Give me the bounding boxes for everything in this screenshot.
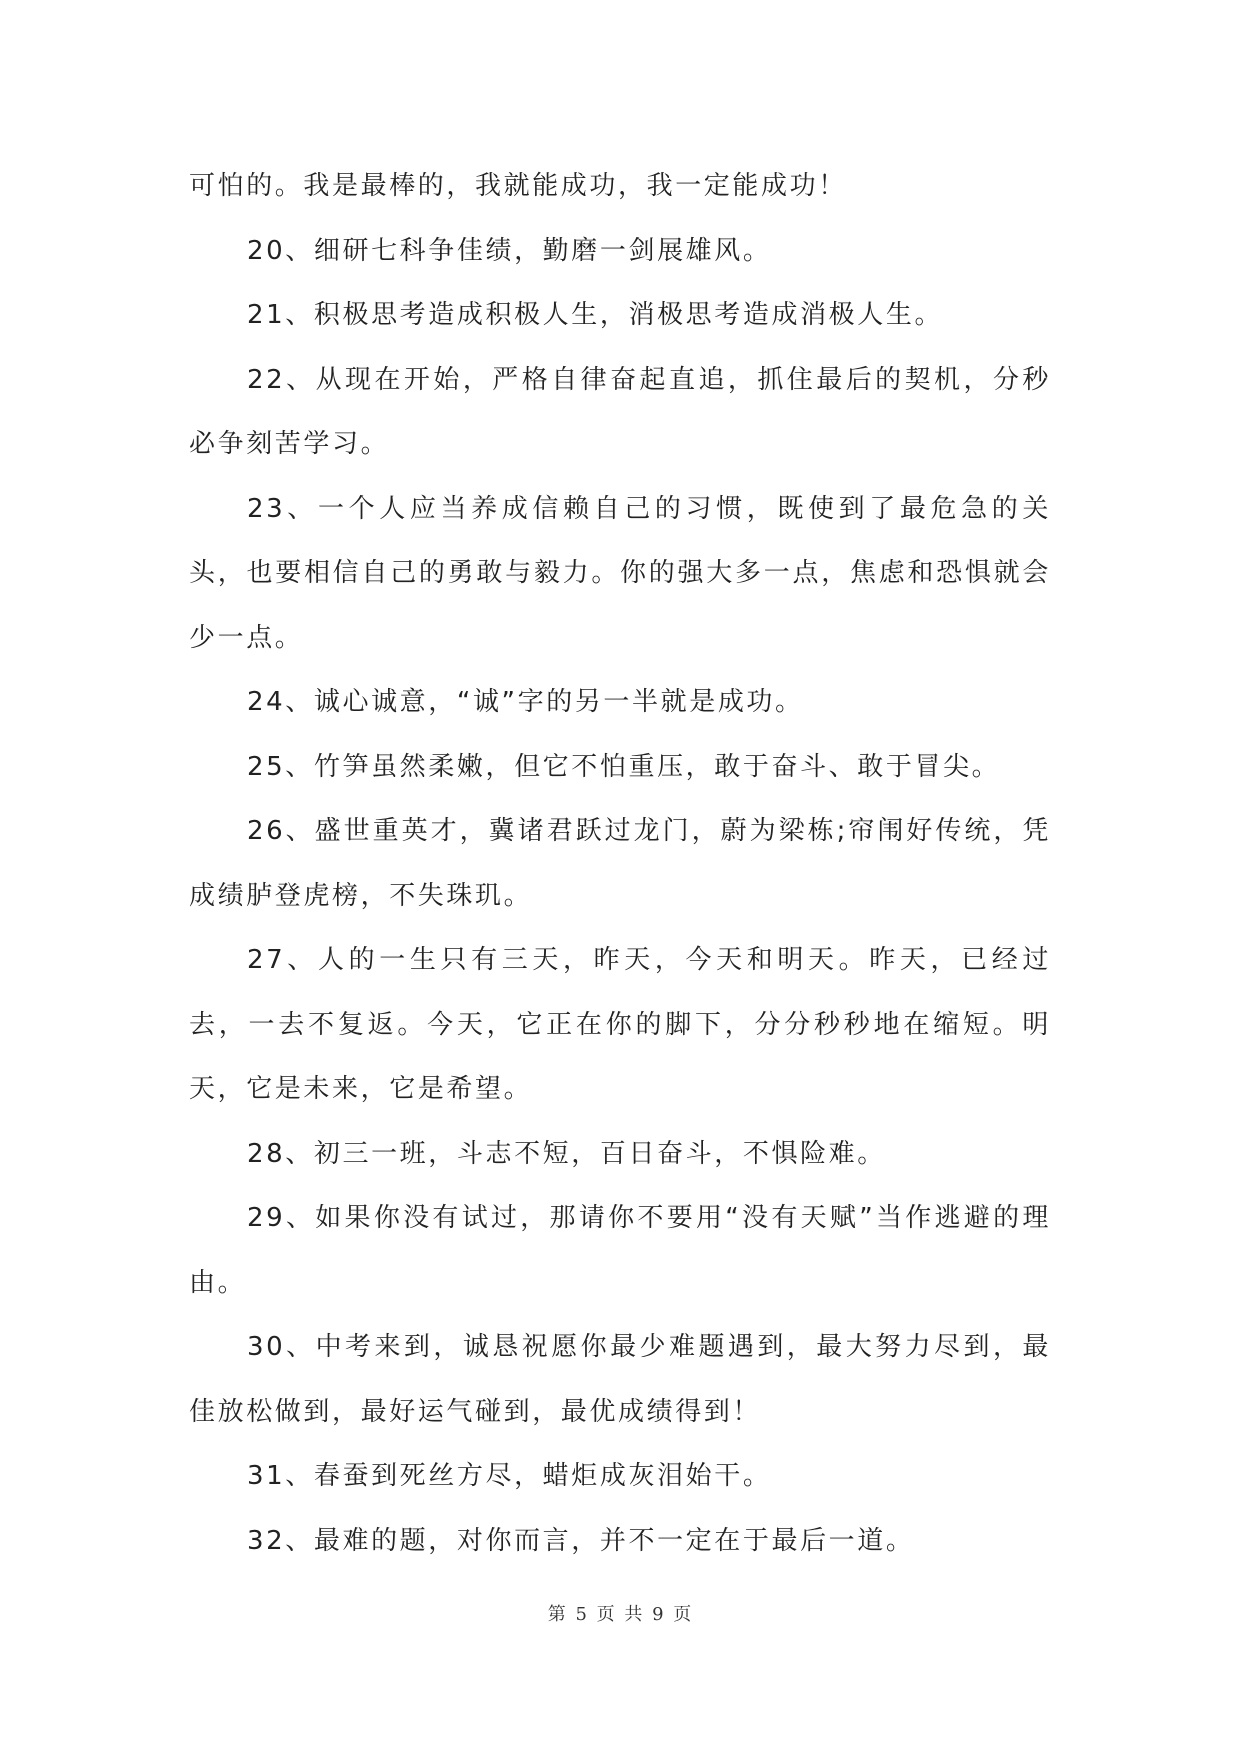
paragraph-24: 24、诚心诚意，“诚”字的另一半就是成功。 <box>247 687 804 717</box>
paragraph-21: 21、积极思考造成积极人生，消极思考造成消极人生。 <box>247 300 944 330</box>
paragraph-continuation: 可怕的。我是最棒的，我就能成功，我一定能成功！ <box>189 171 847 201</box>
paragraph-22: 22、从现在开始，严格自律奋起直追，抓住最后的契机，分秒必争刻苦学习。 <box>189 364 1051 459</box>
page-number-footer: 第 5 页 共 9 页 <box>547 1604 694 1625</box>
paragraph-25: 25、竹笋虽然柔嫩，但它不怕重压，敢于奋斗、敢于冒尖。 <box>247 751 1001 782</box>
paragraph-30: 30、中考来到，诚恳祝愿你最少难题遇到，最大努力尽到，最佳放松做到，最好运气碰到，最优成绩得到！ <box>189 1332 1051 1427</box>
paragraph-20: 20、细研七科争佳绩，勤磨一剑展雄风。 <box>247 235 772 266</box>
paragraph-29: 29、如果你没有试过，那请你不要用“没有天赋”当作逃避的理由。 <box>189 1203 1051 1298</box>
paragraph-23: 23、一个人应当养成信赖自己的习惯，既使到了最危急的关头，也要相信自己的勇敢与毅力。你的强大多一点，焦虑和恐惧就会少一点。 <box>189 493 1051 653</box>
paragraph-27: 27、人的一生只有三天，昨天，今天和明天。昨天，已经过去，一去不复返。今天，它正在你的脚下，分分秒秒地在缩短。明天，它是未来，它是希望。 <box>189 945 1051 1104</box>
paragraph-26: 26、盛世重英才，冀诸君跃过龙门，蔚为梁栋;帘闱好传统，凭成绩胪登虎榜，不失珠玑。 <box>189 816 1051 911</box>
paragraph-31: 31、春蚕到死丝方尽，蜡炬成灰泪始干。 <box>247 1461 772 1491</box>
document-body <box>189 154 1051 1573</box>
paragraph-28: 28、初三一班，斗志不短，百日奋斗，不惧险难。 <box>247 1138 886 1169</box>
paragraph-32: 32、最难的题，对你而言，并不一定在于最后一道。 <box>247 1525 915 1556</box>
